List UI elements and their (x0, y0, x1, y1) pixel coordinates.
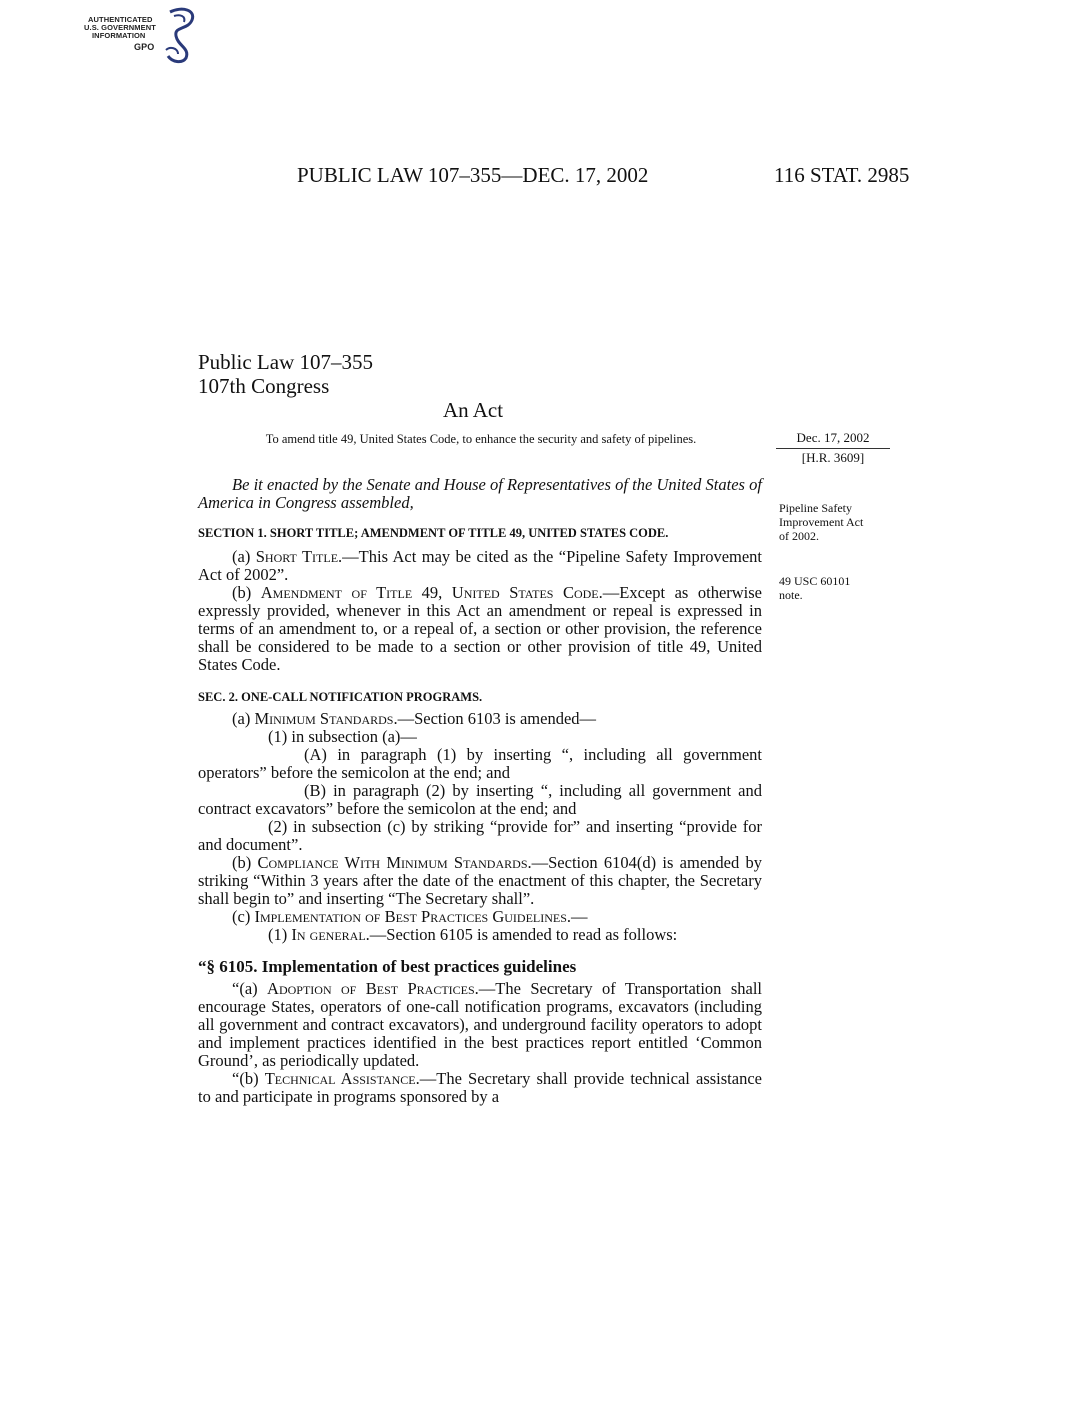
sec2-b-text: .—Section 6104(d) is amended by striking “Within 3 years after the date of the enactment of this chapter, the Secretary shall begin to” and inserting “The Secretary shall”. (198, 853, 762, 908)
section-2-a-1-B: (B) in paragraph (2) by inserting “, including all government and contract excavators” before the semicolon at the end; and (198, 781, 762, 818)
gpo-authentication-logo (82, 6, 200, 64)
congress-number: 107th Congress (198, 374, 330, 398)
section-2-a-1: (1) in subsection (a)— (268, 727, 417, 746)
section-6105-heading: “§ 6105. Implementation of best practices guidelines (198, 957, 577, 976)
sec2-c-label: (c) (232, 907, 255, 926)
s6105-a-heading: Adoption of Best Practices (267, 979, 475, 998)
enactment-date-note (776, 431, 890, 465)
s6105-a-text: .—The Secretary of Transportation shall encourage States, operators of one-call notification programs, excavators (including all government and contract excavators), and underground facility operators to adopt and implement practices identified in the best practices report entitled ‘Common Ground’, as periodically updated. (198, 979, 762, 1070)
sec2-c-text: .— (566, 907, 588, 926)
s6105-b-text: .—The Secretary shall provide technical assistance to and participate in programs sponsored by a (198, 1069, 762, 1106)
section-1-a (198, 548, 762, 584)
section-2-a-1-A: (A) in paragraph (1) by inserting “, including all government operators” before the semicolon at the end; and (198, 745, 762, 782)
section-2-a (198, 710, 762, 728)
statute-body (198, 476, 762, 1106)
sec1-a-text: .—This Act may be cited as the “Pipeline Safety Improvement Act of 2002”. (198, 547, 763, 584)
logo-line-3: INFORMATION (92, 31, 146, 40)
bill-number: [H.R. 3609] (801, 450, 865, 465)
usc-note (779, 574, 850, 602)
act-heading: An Act (443, 398, 504, 422)
sec2-c-1-heading: In general (291, 925, 366, 944)
section-1-heading: SECTION 1. SHORT TITLE; AMENDMENT OF TITLE 49, UNITED STATES CODE. (198, 526, 669, 540)
sec1-b-text: .—Except as otherwise expressly provided, whenever in this Act an amendment or repeal is expressed in terms of an amendment to, or a repeal of, a section or other provision, the reference shall be considered to be made to a section or other provision of title 49, United States Code. (198, 583, 763, 674)
usc-note-line-1: 49 USC 60101 (779, 574, 851, 588)
running-header-stat: 116 STAT. 2985 (774, 163, 910, 187)
section-1-b (198, 584, 762, 674)
logo-gpo: GPO (134, 42, 155, 52)
short-title-note-line-3: of 2002. (779, 529, 819, 543)
section-6105-a (198, 980, 762, 1070)
enactment-date: Dec. 17, 2002 (796, 430, 870, 445)
s6105-b-label: “(b) (232, 1069, 265, 1088)
sec2-b-heading: Compliance With Minimum Standards (257, 853, 528, 872)
purpose-clause: To amend title 49, United States Code, to enhance the security and safety of pipelines. (265, 432, 697, 446)
section-2-a-2: (2) in subsection (c) by striking “provide for” and inserting “provide for and document”. (198, 817, 762, 854)
section-2-b (198, 854, 762, 908)
public-law-number: Public Law 107–355 (198, 350, 373, 374)
logo-line-2: U.S. GOVERNMENT (84, 23, 156, 32)
running-header-citation: PUBLIC LAW 107–355—DEC. 17, 2002 (297, 163, 649, 187)
section-2-heading: SEC. 2. ONE-CALL NOTIFICATION PROGRAMS. (198, 690, 483, 704)
section-2-c (198, 908, 762, 926)
short-title-note-line-1: Pipeline Safety (779, 501, 852, 515)
s6105-b-heading: Technical Assistance (264, 1069, 416, 1088)
s6105-a-label: “(a) (232, 979, 268, 998)
title-block (198, 350, 373, 398)
sec2-c-1-text: .—Section 6105 is amended to read as follows: (365, 925, 678, 944)
sec2-c-heading: Implementation of Best Practices Guidelines (254, 907, 567, 926)
sec1-b-label: (b) (232, 583, 261, 602)
sec1-b-heading: Amendment of Title 49, United States Code (260, 583, 599, 602)
date-rule (776, 448, 890, 449)
logo-line-1: AUTHENTICATED (88, 15, 153, 24)
sec2-a-label: (a) (232, 709, 255, 728)
section-2-c-1 (198, 926, 762, 944)
short-title-note-line-2: Improvement Act (779, 515, 864, 529)
enacting-clause: Be it enacted by the Senate and House of Representatives of the United States of America in Congress assembled, (198, 475, 762, 512)
sec2-a-text: .—Section 6103 is amended— (393, 709, 597, 728)
section-6105-b (198, 1070, 762, 1106)
sec1-a-heading: Short Title (255, 547, 339, 566)
usc-note-line-2: note. (779, 588, 803, 602)
short-title-note (779, 501, 863, 543)
sec2-b-label: (b) (232, 853, 258, 872)
sec2-c-1-label: (1) (268, 925, 292, 944)
sec2-a-heading: Minimum Standards (254, 709, 394, 728)
sec1-a-label: (a) (232, 547, 256, 566)
